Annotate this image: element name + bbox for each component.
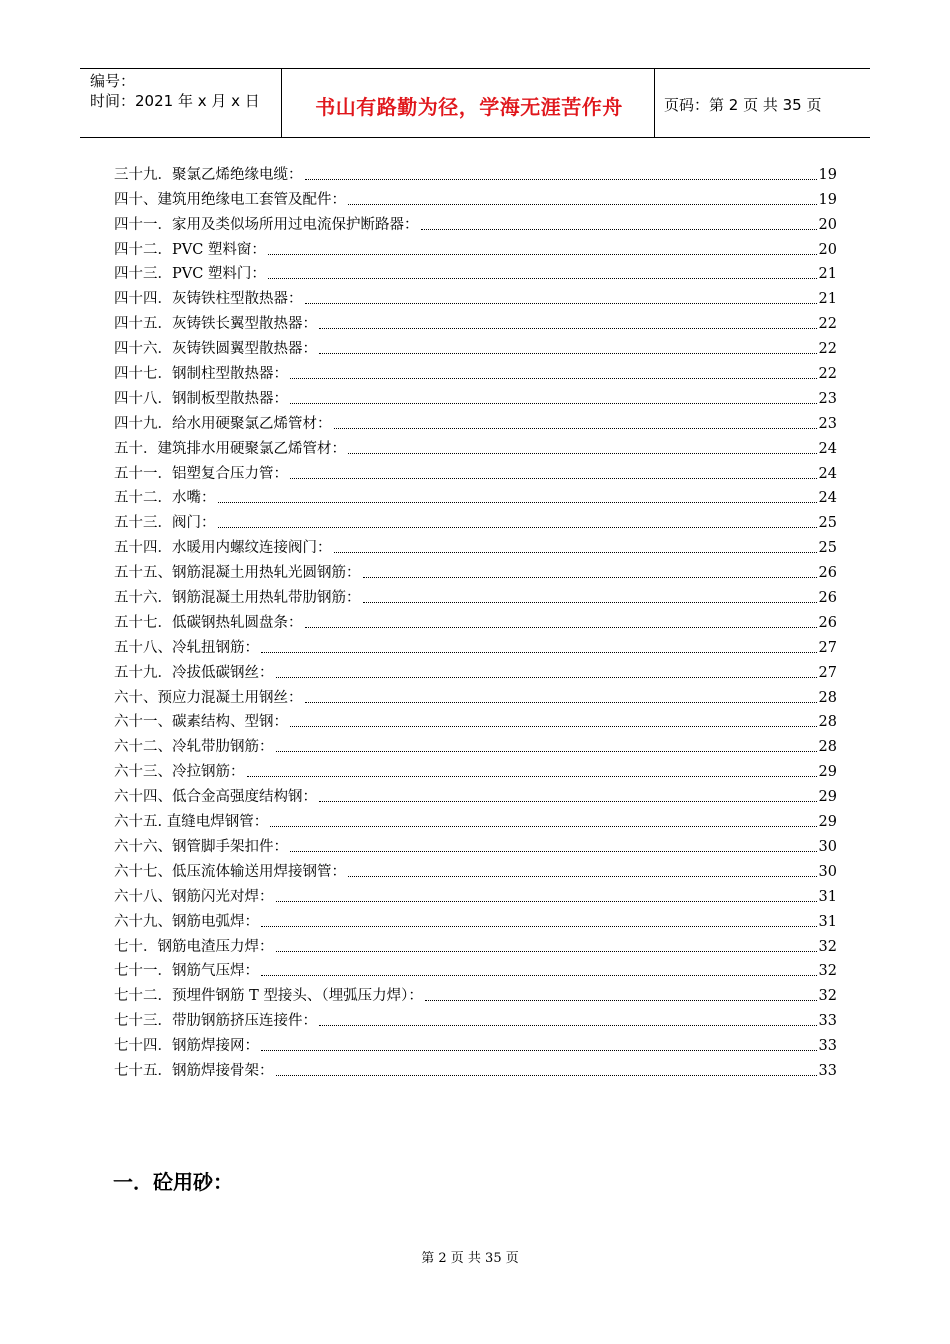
toc-entry-page: 28 <box>818 689 837 706</box>
toc-dot-leader <box>334 428 817 429</box>
toc-entry-title: 六十、预应力混凝土用钢丝： <box>114 689 303 706</box>
toc-entry[interactable] <box>114 583 837 608</box>
toc-entry-title: 四十一．家用及类似场所用过电流保护断路器： <box>114 216 419 233</box>
toc-dot-leader <box>276 677 817 678</box>
toc-dot-leader <box>268 278 817 279</box>
toc-dot-leader <box>218 527 817 528</box>
toc-entry[interactable] <box>114 185 837 210</box>
toc-entry-page: 24 <box>818 465 837 482</box>
toc-dot-leader <box>305 702 817 703</box>
toc-entry-title: 四十五．灰铸铁长翼型散热器： <box>114 316 317 333</box>
toc-dot-leader <box>425 1000 817 1001</box>
toc-entry[interactable] <box>114 409 837 434</box>
toc-entry-page: 31 <box>818 913 837 930</box>
toc-dot-leader <box>319 1025 817 1026</box>
toc-dot-leader <box>276 751 817 752</box>
toc-entry-title: 四十、建筑用绝缘电工套管及配件： <box>114 191 346 208</box>
toc-dot-leader <box>319 353 817 354</box>
toc-entry[interactable] <box>114 160 837 185</box>
toc-entry[interactable] <box>114 708 837 733</box>
toc-entry[interactable] <box>114 832 837 857</box>
number-label: 编号： <box>90 72 136 90</box>
toc-entry-title: 六十七、低压流体输送用焊接钢管： <box>114 863 346 880</box>
toc-dot-leader <box>319 801 817 802</box>
time-label: 时间：2021 年 x 月 x 日 <box>90 92 260 110</box>
toc-entry-page: 29 <box>818 814 837 831</box>
toc-entry[interactable] <box>114 1006 837 1031</box>
toc-dot-leader <box>305 179 817 180</box>
section-heading: 一．砼用砂： <box>113 1170 233 1194</box>
toc-entry[interactable] <box>114 683 837 708</box>
toc-dot-leader <box>319 328 817 329</box>
toc-entry-page: 27 <box>818 664 837 681</box>
toc-entry-page: 23 <box>818 415 837 432</box>
toc-entry-page: 31 <box>818 888 837 905</box>
toc-entry-title: 五十．建筑排水用硬聚氯乙烯管材： <box>114 440 346 457</box>
toc-entry-title: 六十三、冷拉钢筋： <box>114 764 245 781</box>
toc-dot-leader <box>268 254 817 255</box>
toc-entry-title: 四十二．PVC 塑料窗： <box>114 241 266 258</box>
toc-entry-page: 19 <box>818 191 837 208</box>
toc-entry[interactable] <box>114 608 837 633</box>
toc-entry-page: 29 <box>818 764 837 781</box>
toc-entry-page: 33 <box>818 1038 837 1055</box>
toc-entry-page: 28 <box>818 714 837 731</box>
toc-dot-leader <box>290 403 817 404</box>
toc-dot-leader <box>348 204 817 205</box>
toc-dot-leader <box>261 652 817 653</box>
toc-entry-page: 27 <box>818 639 837 656</box>
toc-dot-leader <box>363 577 817 578</box>
toc-entry-title: 六十四、低合金高强度结构钢： <box>114 789 317 806</box>
table-of-contents <box>114 160 837 1081</box>
toc-entry-page: 20 <box>818 241 837 258</box>
toc-entry[interactable] <box>114 210 837 235</box>
toc-entry-title: 六十二、冷轧带肋钢筋： <box>114 739 274 756</box>
toc-entry-title: 四十八．钢制板型散热器： <box>114 390 288 407</box>
toc-entry[interactable] <box>114 235 837 260</box>
toc-entry-title: 四十七．钢制柱型散热器： <box>114 366 288 383</box>
toc-entry-title: 四十九．给水用硬聚氯乙烯管材： <box>114 415 332 432</box>
toc-dot-leader <box>276 1075 817 1076</box>
toc-entry[interactable] <box>114 757 837 782</box>
toc-entry-title: 七十四．钢筋焊接网： <box>114 1038 259 1055</box>
toc-entry-title: 六十八、钢筋闪光对焊： <box>114 888 274 905</box>
toc-entry[interactable] <box>114 533 837 558</box>
toc-entry-title: 五十八、冷轧扭钢筋： <box>114 639 259 656</box>
toc-entry-title: 七十二．预埋件钢筋 T 型接头、（埋弧压力焊）： <box>114 988 423 1005</box>
toc-entry-page: 22 <box>818 316 837 333</box>
toc-entry[interactable] <box>114 957 837 982</box>
toc-entry[interactable] <box>114 981 837 1006</box>
toc-entry-title: 七十五．钢筋焊接骨架： <box>114 1062 274 1079</box>
toc-entry-page: 30 <box>818 838 837 855</box>
toc-entry-page: 32 <box>818 938 837 955</box>
toc-entry-title: 五十四．水暖用内螺纹连接阀门： <box>114 540 332 557</box>
toc-entry[interactable] <box>114 484 837 509</box>
toc-entry-title: 六十一、碳素结构、型钢： <box>114 714 288 731</box>
toc-entry-title: 七十．钢筋电渣压力焊： <box>114 938 274 955</box>
header-motto: 书山有路勤为径，学海无涯苦作舟 <box>315 95 623 119</box>
toc-entry[interactable] <box>114 459 837 484</box>
toc-entry-page: 24 <box>818 440 837 457</box>
toc-entry[interactable] <box>114 284 837 309</box>
header-meta <box>90 71 260 111</box>
toc-entry[interactable] <box>114 334 837 359</box>
toc-dot-leader <box>261 1050 817 1051</box>
header-page-info: 页码：第 2 页 共 35 页 <box>664 96 822 114</box>
toc-entry-page: 25 <box>818 515 837 532</box>
toc-entry-page: 29 <box>818 789 837 806</box>
toc-entry-page: 26 <box>818 614 837 631</box>
toc-dot-leader <box>247 776 817 777</box>
toc-dot-leader <box>270 826 816 827</box>
toc-entry-page: 32 <box>818 963 837 980</box>
toc-dot-leader <box>290 726 817 727</box>
toc-entry[interactable] <box>114 633 837 658</box>
toc-entry[interactable] <box>114 359 837 384</box>
toc-dot-leader <box>348 876 817 877</box>
toc-entry-page: 23 <box>818 390 837 407</box>
toc-entry-title: 五十三．阀门： <box>114 515 216 532</box>
toc-entry[interactable] <box>114 732 837 757</box>
footer-page-number: 第 2 页 共 35 页 <box>421 1251 519 1266</box>
toc-entry[interactable] <box>114 807 837 832</box>
toc-entry[interactable] <box>114 309 837 334</box>
toc-entry-page: 21 <box>818 291 837 308</box>
toc-dot-leader <box>290 378 817 379</box>
toc-entry-title: 六十五. 直缝电焊钢管： <box>114 814 269 831</box>
toc-entry-title: 四十三．PVC 塑料门： <box>114 266 266 283</box>
toc-entry-title: 五十二．水嘴： <box>114 490 216 507</box>
toc-entry-page: 20 <box>818 216 837 233</box>
toc-entry-title: 六十六、钢管脚手架扣件： <box>114 838 288 855</box>
toc-entry-title: 三十九．聚氯乙烯绝缘电缆： <box>114 166 303 183</box>
toc-dot-leader <box>290 478 817 479</box>
toc-dot-leader <box>261 926 817 927</box>
page-header <box>80 68 870 138</box>
toc-entry-page: 33 <box>818 1013 837 1030</box>
toc-entry[interactable] <box>114 558 837 583</box>
toc-entry[interactable] <box>114 882 837 907</box>
toc-entry-page: 22 <box>818 366 837 383</box>
toc-dot-leader <box>276 901 817 902</box>
toc-entry-title: 五十六．钢筋混凝土用热轧带肋钢筋： <box>114 590 361 607</box>
toc-dot-leader <box>305 303 817 304</box>
toc-entry[interactable] <box>114 384 837 409</box>
toc-entry-title: 五十五、钢筋混凝土用热轧光圆钢筋： <box>114 565 361 582</box>
toc-dot-leader <box>261 975 817 976</box>
page-footer <box>0 1247 950 1266</box>
toc-entry-title: 六十九、钢筋电弧焊： <box>114 913 259 930</box>
toc-entry[interactable] <box>114 658 837 683</box>
toc-entry[interactable] <box>114 260 837 285</box>
toc-entry[interactable] <box>114 1056 837 1081</box>
toc-dot-leader <box>218 502 817 503</box>
toc-entry-page: 24 <box>818 490 837 507</box>
toc-entry-page: 30 <box>818 863 837 880</box>
toc-entry[interactable] <box>114 857 837 882</box>
toc-entry[interactable] <box>114 1031 837 1056</box>
toc-entry[interactable] <box>114 434 837 459</box>
toc-entry-page: 22 <box>818 341 837 358</box>
toc-entry-title: 五十九．冷拔低碳钢丝： <box>114 664 274 681</box>
toc-entry-title: 五十一．铝塑复合压力管： <box>114 465 288 482</box>
toc-entry[interactable] <box>114 932 837 957</box>
toc-entry-page: 28 <box>818 739 837 756</box>
toc-entry[interactable] <box>114 508 837 533</box>
toc-entry-page: 32 <box>818 988 837 1005</box>
toc-dot-leader <box>334 552 817 553</box>
toc-entry-title: 七十三．带肋钢筋挤压连接件： <box>114 1013 317 1030</box>
toc-entry-page: 33 <box>818 1062 837 1079</box>
toc-entry-page: 21 <box>818 266 837 283</box>
toc-dot-leader <box>276 951 817 952</box>
toc-entry[interactable] <box>114 907 837 932</box>
toc-entry[interactable] <box>114 782 837 807</box>
toc-entry-title: 五十七．低碳钢热轧圆盘条： <box>114 614 303 631</box>
toc-dot-leader <box>305 627 817 628</box>
toc-entry-page: 25 <box>818 540 837 557</box>
toc-entry-title: 四十四．灰铸铁柱型散热器： <box>114 291 303 308</box>
toc-entry-page: 26 <box>818 590 837 607</box>
toc-entry-title: 四十六．灰铸铁圆翼型散热器： <box>114 341 317 358</box>
toc-dot-leader <box>348 453 817 454</box>
toc-dot-leader <box>290 851 817 852</box>
toc-entry-page: 19 <box>818 166 837 183</box>
toc-entry-title: 七十一．钢筋气压焊： <box>114 963 259 980</box>
toc-dot-leader <box>421 229 817 230</box>
toc-dot-leader <box>363 602 817 603</box>
toc-entry-page: 26 <box>818 565 837 582</box>
